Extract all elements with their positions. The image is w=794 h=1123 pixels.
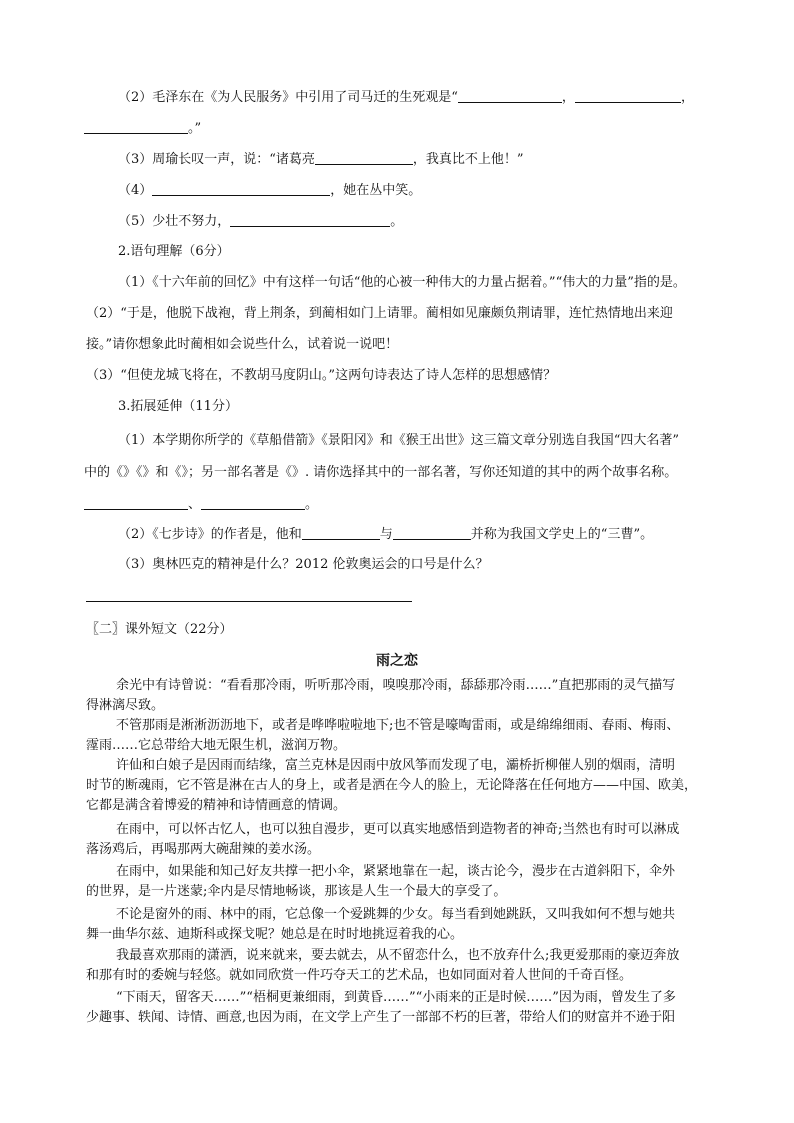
answer-blank[interactable] xyxy=(152,181,330,196)
passage-line: 不管那雨是淅淅沥沥地下，或者是哗哗啦啦地下;也不管是嚎啕雷雨，或是绵绵细雨、春雨、梅雨、 xyxy=(116,718,680,733)
section-2-heading: 2.语句理解（6分） xyxy=(118,244,230,259)
passage-line: 我最喜欢那雨的潇洒，说来就来，要去就去，从不留恋什么，也不放弃什么;我更爱那雨的豪迈奔放 xyxy=(116,948,680,963)
answer-blank[interactable] xyxy=(84,495,188,510)
section-2-question-1: （1）《十六年前的回忆》中有这样一句话“他的心被一种伟大的力量占据着。”“伟大的力量”指的是。 xyxy=(118,275,686,290)
answer-line[interactable] xyxy=(86,601,412,602)
answer-blank[interactable] xyxy=(315,150,413,165)
question-2-text: （2）毛泽东在《为人民服务》中引用了司马迁的生死观是“ xyxy=(118,90,458,105)
question-5-line: （5）少壮不努力， 。 xyxy=(118,214,404,229)
answer-blank[interactable] xyxy=(393,525,471,540)
passage-line: “下雨天，留客天……”“梧桐更兼细雨，到黄昏……”“小雨来的正是时候……”因为雨，曾发生了多 xyxy=(116,990,676,1005)
passage-line: 少趣事、轶闻、诗情、画意,也因为雨，在文学上产生了一部部不朽的巨著，带给人们的财富并不逊于阳 xyxy=(86,1010,676,1025)
passage-line: 霪雨……它总带给大地无限生机，滋润万物。 xyxy=(86,738,347,753)
passage-line: 余光中有诗曾说：“看看那冷雨，听听那冷雨，嗅嗅那冷雨，舔舔那冷雨……”直把那雨的灵气描写 xyxy=(116,678,676,693)
passage-line: 在雨中，如果能和知己好友共撑一把小伞，紧紧地靠在一起，谈古论今，漫步在古道斜阳下，伞外 xyxy=(116,864,676,879)
section-3-question-1-line-2: 中的《》《》和《》；另一部名著是《》. 请你选择其中的一部名著，写你还知道的其中的两个故事名称。 xyxy=(84,465,678,480)
passage-line: 和那有时的委婉与轻悠。就如同欣赏一件巧夺天工的艺术品，也如同面对着人世间的千奇百怪。 xyxy=(86,968,633,983)
answer-blank[interactable] xyxy=(575,88,681,103)
part-2-label: 〖二〗课外短文（22分） xyxy=(86,622,233,637)
question-2-line: （2）毛泽东在《为人民服务》中引用了司马迁的生死观是“ ， ， xyxy=(118,90,694,105)
passage-line: 的世界，是一片迷蒙;伞内是尽情地畅谈，那该是人生一个最大的享受了。 xyxy=(86,884,507,899)
section-3-question-2: （2）《七步诗》的作者是，他和 与 并称为我国文学史上的“三曹”。 xyxy=(118,527,654,542)
answer-blank[interactable] xyxy=(302,525,380,540)
question-4-line: （4） ，她在丛中笑。 xyxy=(118,183,422,198)
passage-line: 不论是窗外的雨、林中的雨，它总像一个爱跳舞的少女。每当看到她跳跃，又叫我如何不想与她共 xyxy=(116,907,676,922)
section-3-question-3: （3）奥林匹克的精神是什么？2012 伦敦奥运会的口号是什么？ xyxy=(118,557,489,572)
answer-blank[interactable] xyxy=(201,495,305,510)
answer-blank[interactable] xyxy=(84,119,188,134)
answer-blank[interactable] xyxy=(230,212,390,227)
question-2-continued: 。” xyxy=(84,119,201,138)
passage-line: 舞一曲华尔兹、迪斯科或探戈呢？她总是在时时地挑逗着我的心。 xyxy=(86,927,464,942)
passage-line: 时节的断魂雨，它不管是淋在古人的身上，或者是洒在今人的脸上，无论降落在任何地方——中国、欧美， xyxy=(86,778,698,793)
passage-line: 它都是满含着博爱的精神和诗情画意的情调。 xyxy=(86,798,347,813)
section-3-question-1-line-1: （1）本学期你所学的《草船借箭》《景阳冈》和《猴王出世》这三篇文章分别选自我国“四大名著” xyxy=(118,433,680,448)
section-2-question-2-line-1: （2）“于是，他脱下战袍，背上荆条，到蔺相如门上请罪。蔺相如见廉颇负荆请罪，连忙热情地出来迎 xyxy=(86,306,673,321)
answer-blank[interactable] xyxy=(458,88,562,103)
section-2-question-2-line-2: 接。”请你想象此时蔺相如会说些什么，试着说一说吧！ xyxy=(86,337,399,352)
passage-title: 雨之恋 xyxy=(376,653,418,669)
passage-line: 许仙和白娘子是因雨而结缘，富兰克林是因雨中放风筝而发现了电，灞桥折柳催人别的烟雨，清明 xyxy=(116,758,676,773)
question-3-line: （3）周瑜长叹一声，说：“诸葛亮 ，我真比不上他！” xyxy=(118,152,524,167)
passage-line: 落汤鸡后，再喝那两大碗甜辣的姜水汤。 xyxy=(86,842,321,857)
section-3-heading: 3.拓展延伸（11分） xyxy=(118,399,238,414)
section-3-question-1-line-3: 、 。 xyxy=(84,495,318,514)
passage-line: 得淋漓尽致。 xyxy=(86,698,165,713)
section-2-question-3: （3）“但使龙城飞将在，不教胡马度阴山。”这两句诗表达了诗人怎样的思想感情？ xyxy=(86,368,557,383)
passage-line: 在雨中，可以怀古忆人，也可以独自漫步，更可以真实地感悟到造物者的神奇;当然也有时可以淋成 xyxy=(116,822,680,837)
